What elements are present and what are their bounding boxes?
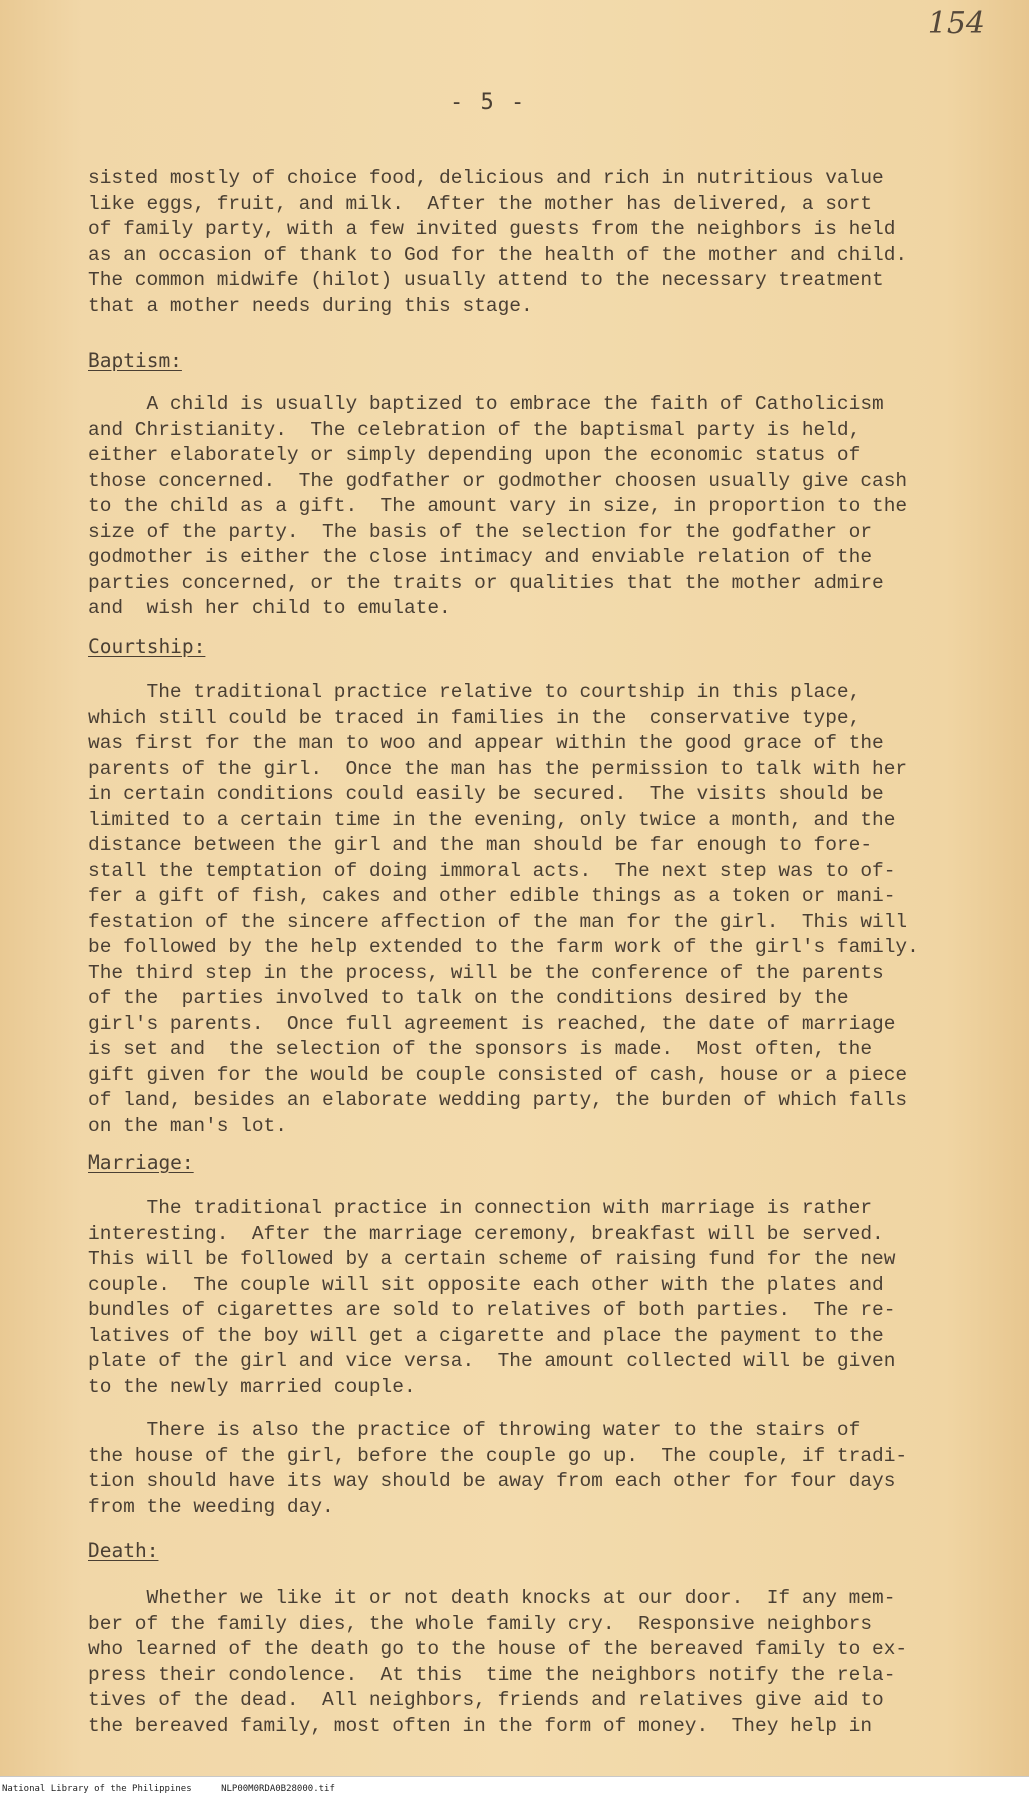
text-line: and Christianity. The celebration of the baptismal party is held, [88,418,861,441]
text-line: interesting. After the marriage ceremony, breakfast will be served. [88,1222,884,1245]
baptism-paragraph [88,392,948,622]
text-line: girl's parents. Once full agreement is reached, the date of marriage [88,1012,896,1035]
text-line: tion should have its way should be away from each other for four days [88,1470,896,1492]
text-line: couple. The couple will sit opposite each other with the plates and [88,1273,884,1296]
text-line: that a mother needs during this stage. [88,294,533,317]
text-line: is set and the selection of the sponsors is made. Most often, the [88,1038,873,1060]
text-line: A child is usually baptized to embrace the faith of Catholicism [88,393,884,415]
text-line: as an occasion of thank to God for the health of the mother and child. [88,243,908,266]
text-line: The traditional practice in connection with marriage is rather [88,1197,873,1219]
text-line: plate of the girl and vice versa. The amount collected will be given [88,1350,896,1372]
text-line: The traditional practice relative to courtship in this place, [88,681,861,703]
text-line: parents of the girl. Once the man has the permission to talk with her [88,757,908,780]
text-line: Whether we like it or not death knocks at our door. If any mem- [88,1587,896,1609]
text-line: of land, besides an elaborate wedding party, the burden of which falls [88,1089,908,1111]
scan-filename: NLP00M0RDA0B28000.tif [221,1784,335,1794]
text-line: either elaborately or simply depending upon the economic status of [88,444,861,466]
text-line: godmother is either the close intimacy and enviable relation of the [88,546,873,568]
text-line: be followed by the help extended to the farm work of the girl's family. [88,936,919,958]
text-line: who learned of the death go to the house of the bereaved family to ex- [88,1638,908,1660]
text-line: of family party, with a few invited guests from the neighbors is held [88,218,896,240]
text-line: parties concerned, or the traits or qualities that the mother admire [88,571,884,594]
text-line: to the newly married couple. [88,1375,416,1398]
text-line: tives of the dead. All neighbors, friends and relatives give aid to [88,1689,884,1711]
text-line: was first for the man to woo and appear within the good grace of the [88,732,884,754]
section-heading-courtship: Courtship: [88,635,206,658]
text-line: sisted mostly of choice food, delicious and rich in nutritious value [88,167,884,189]
folio-number: 154 [927,6,985,41]
section-heading-death: Death: [88,1539,159,1562]
text-line: those concerned. The godfather or godmother choosen usually give cash [88,469,908,492]
text-line: bundles of cigarettes are sold to relatives of both parties. The re- [88,1299,896,1321]
text-line: and wish her child to emulate. [88,597,451,619]
text-line: the house of the girl, before the couple go up. The couple, if tradi- [88,1444,908,1467]
text-line: distance between the girl and the man should be far enough to fore- [88,834,873,856]
courtship-paragraph [88,680,948,1139]
death-paragraph [88,1586,948,1739]
text-line: The common midwife (hilot) usually attend to the necessary treatment [88,269,884,291]
text-line: There is also the practice of throwing water to the stairs of [88,1419,861,1441]
text-line: in certain conditions could easily be secured. The visits should be [88,783,884,805]
text-line: ber of the family dies, the whole family cry. Responsive neighbors [88,1612,873,1635]
intro-paragraph [88,166,948,319]
text-line: to the child as a gift. The amount vary in size, in proportion to the [88,495,908,517]
text-line: gift given for the would be couple consisted of cash, house or a piece [88,1063,908,1086]
text-line: limited to a certain time in the evening, only twice a month, and the [88,808,896,831]
text-line: the bereaved family, most often in the form of money. They help in [88,1714,873,1737]
text-line: festation of the sincere affection of the man for the girl. This will [88,910,908,933]
text-line: latives of the boy will get a cigarette and place the payment to the [88,1324,884,1347]
text-line: This will be followed by a certain scheme of raising fund for the new [88,1248,896,1270]
text-line: fer a gift of fish, cakes and other edible things as a token or mani- [88,885,896,907]
text-line: of the parties involved to talk on the conditions desired by the [88,987,849,1009]
text-line: like eggs, fruit, and milk. After the mother has delivered, a sort [88,192,873,215]
scan-footer [0,1776,1029,1801]
section-heading-baptism: Baptism: [88,349,182,372]
text-line: on the man's lot. [88,1114,287,1137]
text-line: stall the temptation of doing immoral acts. The next step was to of- [88,859,896,882]
section-heading-marriage: Marriage: [88,1151,194,1174]
text-line: press their condolence. At this time the neighbors notify the rela- [88,1663,896,1686]
library-label: National Library of the Philippines [2,1784,192,1794]
text-line: which still could be traced in families in the conservative type, [88,706,861,729]
text-line: The third step in the process, will be the conference of the parents [88,961,884,984]
marriage-paragraph-2 [88,1418,948,1520]
text-line: size of the party. The basis of the selection for the godfather or [88,520,873,543]
text-line: from the weeding day. [88,1495,334,1518]
page-number: - 5 - [450,90,527,115]
marriage-paragraph [88,1196,948,1400]
